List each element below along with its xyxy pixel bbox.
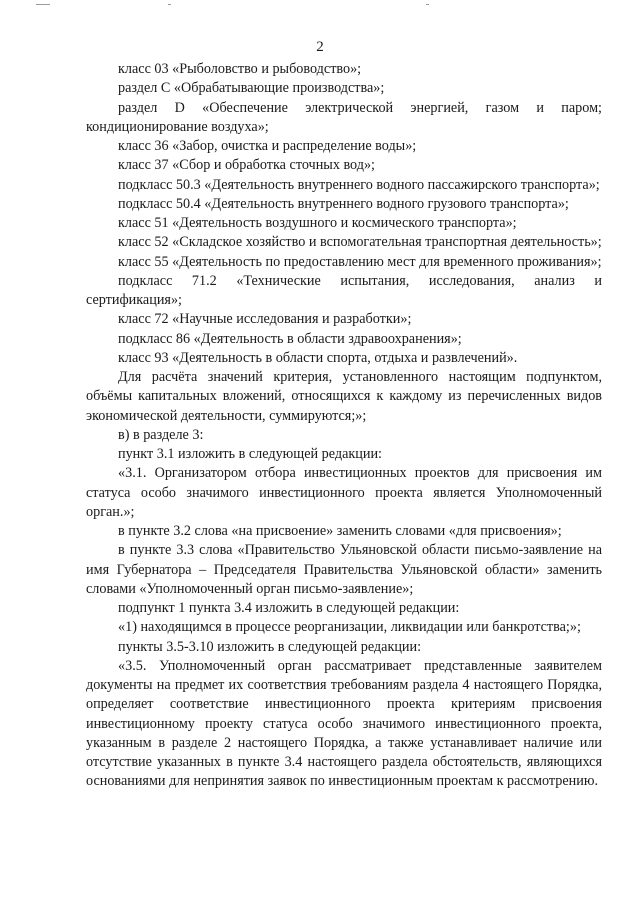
paragraph: класс 36 «Забор, очистка и распределение воды»;	[118, 138, 417, 154]
paragraph: класс 51 «Деятельность воздушного и космического транспорта»;	[118, 215, 517, 231]
paragraph: класс 93 «Деятельность в области спорта, отдыха и развлечений».	[118, 349, 518, 366]
paragraph: подкласс 50.3 «Деятельность внутреннего водного пассажирского транспорта»;	[118, 176, 600, 193]
paragraph: класс 55 «Деятельность по предоставлению мест для временного проживания»;	[118, 253, 602, 270]
paragraph: подкласс 50.4 «Деятельность внутреннего водного грузового транспорта»;	[118, 195, 569, 212]
paragraph: «3.5. Уполномоченный орган рассматривает представленные заявителем документы на предмет их соответствия требованиям раздела 4 настоящего Порядка, определяет соответствие инвестиционного проекта критериям присвоения инвестиционному проекту статуса особо значимого инвестиционного проекта, указанным в разделе 2 настоящего Порядка, а также устанавливает наличие или отсутствие указанных в пункте 3.4 настоящего раздела обстоятельств, являющихся основаниями для непринятия заявок по инвестиционным проектам к рассмотрению.	[86, 657, 602, 790]
paragraph: класс 52 «Складское хозяйство и вспомогательная транспортная деятельность»;	[118, 234, 602, 251]
paragraph: в пункте 3.3 слова «Правительство Ульяновской области письмо-заявление на имя Губернатора – Председателя Правительства Ульяновской области» заменить словами «Уполномоченный орган письмо-заявление»;	[86, 542, 602, 597]
paragraph: пункты 3.5-3.10 изложить в следующей редакции:	[118, 638, 422, 655]
paragraph: класс 03 «Рыболовство и рыбоводство»;	[118, 61, 362, 77]
paragraph: Для расчёта значений критерия, установленного настоящим подпунктом, объёмы капитальных вложений, относящихся к каждому из перечисленных видов экономической деятельности, суммируются;»;	[86, 369, 602, 424]
paragraph: подпункт 1 пункта 3.4 изложить в следующей редакции:	[118, 600, 460, 616]
scan-artifact-1	[36, 4, 50, 5]
paragraph: раздел С «Обрабатывающие производства»;	[118, 80, 385, 97]
scan-artifact-2	[168, 4, 171, 5]
paragraph: класс 72 «Научные исследования и разработки»;	[118, 311, 412, 328]
paragraph: «1) находящимся в процессе реорганизации, ликвидации или банкротства;»;	[118, 619, 581, 636]
paragraph: в) в разделе 3:	[118, 426, 204, 443]
scan-artifact-3	[426, 4, 429, 5]
paragraph: подкласс 86 «Деятельность в области здравоохранения»;	[118, 330, 462, 347]
paragraph: «3.1. Организатором отбора инвестиционных проектов для присвоения им статуса особо значимого инвестиционного проекта является Уполномоченный орган.»;	[86, 465, 602, 520]
paragraph: раздел D «Обеспечение электрической энергией, газом и паром; кондиционирование воздуха»;	[86, 99, 602, 135]
paragraph: класс 37 «Сбор и обработка сточных вод»;	[118, 157, 375, 174]
paragraph: подкласс 71.2 «Технические испытания, исследования, анализ и сертификация»;	[86, 272, 602, 308]
paragraph: пункт 3.1 изложить в следующей редакции:	[118, 446, 382, 462]
document-body	[86, 60, 602, 792]
page-number: 2	[316, 39, 324, 55]
paragraph: в пункте 3.2 слова «на присвоение» заменить словами «для присвоения»;	[118, 523, 562, 539]
